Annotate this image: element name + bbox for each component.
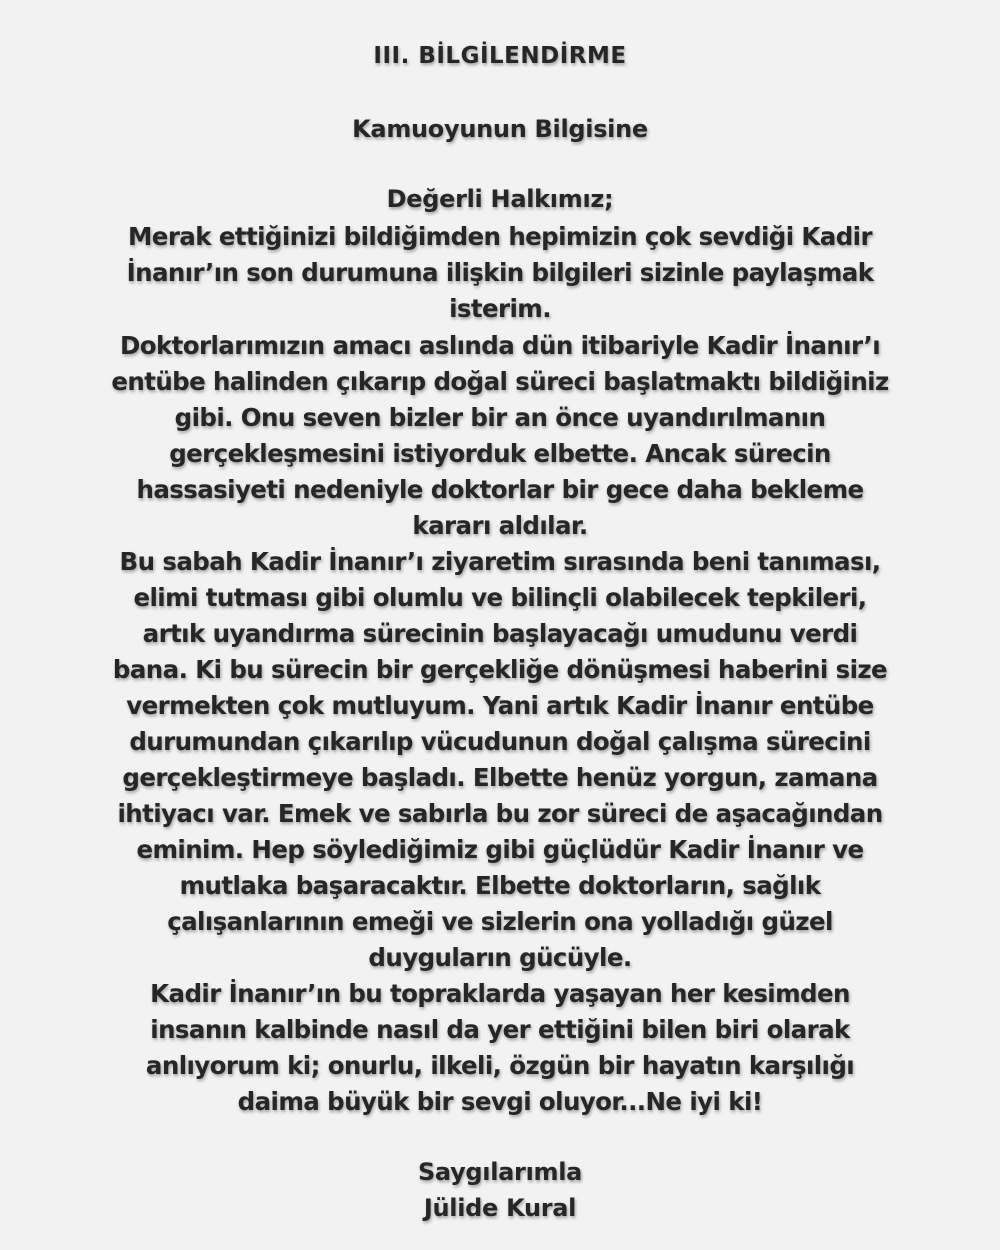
- body-line: isterim.: [449, 294, 551, 323]
- body-line: gibi. Onu seven bizler bir an önce uyandırılmanın: [174, 403, 826, 432]
- body-line: artık uyandırma sürecinin başlayacağı umudunu verdi: [142, 619, 858, 648]
- body-line: Doktorlarımızın amacı aslında dün itibariyle Kadir İnanır’ı: [120, 331, 880, 360]
- body-line: çalışanlarının emeği ve sizlerin ona yolladığı güzel: [167, 907, 833, 936]
- body-line: ihtiyacı var. Emek ve sabırla bu zor süreci de aşacağından: [117, 799, 883, 828]
- body-line: duyguların gücüyle.: [368, 943, 632, 972]
- body-line: vermekten çok mutluyum. Yani artık Kadir İnanır entübe: [126, 691, 874, 720]
- body-line: anlıyorum ki; onurlu, ilkeli, özgün bir hayatın karşılığı: [145, 1051, 855, 1080]
- document-title: III. BİLGİLENDİRME: [373, 43, 627, 69]
- body-line: insanın kalbinde nasıl da yer ettiğini bilen biri olarak: [150, 1015, 850, 1044]
- body-line: Bu sabah Kadir İnanır’ı ziyaretim sırasında beni tanıması,: [119, 547, 881, 576]
- body-line: Kadir İnanır’ın bu topraklarda yaşayan her kesimden: [150, 979, 850, 1008]
- body-line: daima büyük bir sevgi oluyor...Ne iyi ki!: [237, 1087, 763, 1116]
- body-line: durumundan çıkarılıp vücudunun doğal çalışma sürecini: [129, 727, 871, 756]
- signature: Jülide Kural: [423, 1194, 577, 1222]
- closing-text: Saygılarımla: [417, 1158, 583, 1186]
- body-line: İnanır’ın son durumuna ilişkin bilgileri sizinle paylaşmak: [126, 258, 874, 287]
- body-line: Merak ettiğinizi bildiğimden hepimizin çok sevdiği Kadir: [128, 222, 872, 251]
- body-line: gerçekleşmesini istiyorduk elbette. Ancak sürecin: [169, 439, 831, 468]
- body-line: mutlaka başaracaktır. Elbette doktorların, sağlık: [179, 871, 821, 900]
- salutation: Değerli Halkımız;: [386, 185, 614, 213]
- body-line: entübe halinden çıkarıp doğal süreci başlatmaktı bildiğiniz: [111, 367, 889, 396]
- body-line: kararı aldılar.: [412, 511, 588, 540]
- body-line: eminim. Hep söylediğimiz gibi güçlüdür Kadir İnanır ve: [136, 835, 864, 864]
- document-subtitle: Kamuoyunun Bilgisine: [352, 115, 648, 143]
- body-line: elimi tutması gibi olumlu ve bilinçli olabilecek tepkileri,: [133, 583, 867, 612]
- body-line: bana. Ki bu sürecin bir gerçekliğe dönüşmesi haberini size: [112, 655, 888, 684]
- body-line: hassasiyeti nedeniyle doktorlar bir gece daha bekleme: [136, 475, 864, 504]
- body-line: gerçekleştirmeye başladı. Elbette henüz yorgun, zamana: [122, 763, 878, 792]
